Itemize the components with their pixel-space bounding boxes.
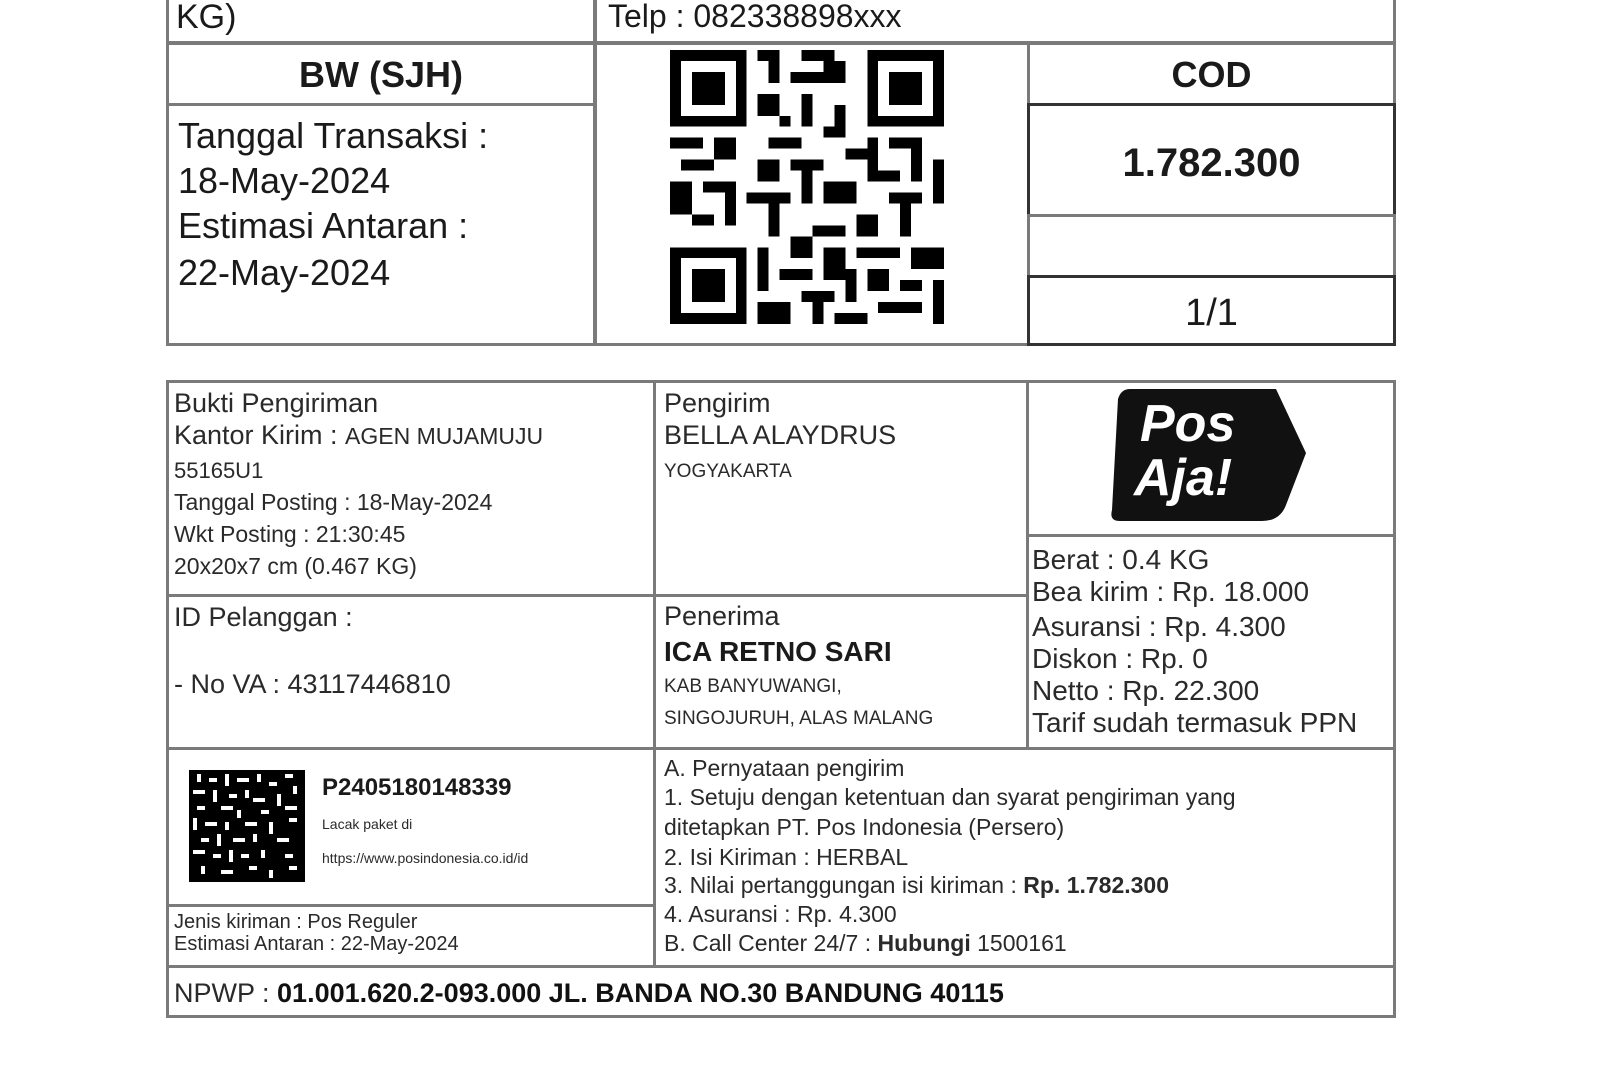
statement-b-label: B. Call Center 24/7 : (664, 930, 878, 956)
dimensions: 20x20x7 cm (0.467 KG) (174, 553, 417, 579)
jenis-kiriman: Jenis kiriman : Pos Reguler (174, 911, 418, 933)
customer-va: - No VA : 43117446810 (174, 669, 451, 699)
cod-amount: 1.782.300 (1122, 141, 1301, 185)
piece-count: 1/1 (1185, 292, 1238, 334)
logo-text-line1: Pos (1140, 395, 1236, 453)
tanggal-transaksi-label: Tanggal Transaksi : (178, 115, 489, 156)
sender-label: Pengirim (664, 388, 771, 418)
kantor-kirim-label: Kantor Kirim : (174, 420, 346, 450)
qr-code-icon (670, 50, 944, 324)
statement-line3 (664, 874, 1169, 897)
tariff-asuransi: Asuransi : Rp. 4.300 (1032, 611, 1286, 642)
npwp-label: NPWP : (174, 978, 278, 1008)
estimasi-antaran: 22-May-2024 (178, 252, 391, 293)
wkt-posting: Wkt Posting : 21:30:45 (174, 521, 406, 547)
tracking-url[interactable]: https://www.posindonesia.co.id/id (322, 850, 529, 866)
receiver-address1: KAB BANYUWANGI, (664, 676, 842, 697)
kantor-code: 55165U1 (174, 458, 264, 483)
npwp (174, 980, 1004, 1007)
payment-type: COD (1171, 54, 1252, 95)
sender-name: BELLA ALAYDRUS (664, 420, 897, 450)
statement-b-bold: Hubungi (877, 930, 971, 956)
kantor-kirim-value: AGEN MUJAMUJU (345, 423, 544, 449)
statement-b-number: 1500161 (970, 930, 1067, 956)
tanggal-posting: Tanggal Posting : 18-May-2024 (174, 489, 493, 515)
statement-line3-label: 3. Nilai pertanggungan isi kiriman : (664, 872, 1024, 898)
tracking-label: Lacak paket di (322, 816, 413, 832)
kantor-kirim (174, 422, 543, 449)
sender-city: YOGYAKARTA (664, 461, 792, 482)
shipment-title: Bukti Pengiriman (174, 388, 379, 418)
npwp-value: 01.001.620.2-093.000 JL. BANDA NO.30 BANDUNG 40115 (277, 978, 1004, 1008)
receiver-label: Penerima (664, 601, 780, 631)
tanggal-transaksi: 18-May-2024 (178, 160, 391, 201)
receiver-name: ICA RETNO SARI (664, 636, 892, 667)
tariff-note: Tarif sudah termasuk PPN (1032, 707, 1358, 738)
sender-telp: Telp : 082338898xxx (608, 0, 902, 34)
blank-cell (1027, 214, 1396, 278)
tariff-bea-kirim: Bea kirim : Rp. 18.000 (1032, 576, 1310, 607)
statement-b (664, 932, 1067, 955)
route-code: BW (SJH) (299, 54, 463, 95)
statement-line2: 2. Isi Kiriman : HERBAL (664, 844, 909, 870)
tracking-estimasi: Estimasi Antaran : 22-May-2024 (174, 933, 459, 955)
statement-line4: 4. Asuransi : Rp. 4.300 (664, 901, 897, 927)
statement-line3-value: Rp. 1.782.300 (1023, 872, 1170, 898)
estimasi-antaran-label: Estimasi Antaran : (178, 205, 469, 246)
receiver-address2: SINGOJURUH, ALAS MALANG (664, 708, 934, 729)
statement-line1: 1. Setuju dengan ketentuan dan syarat pengiriman yang (664, 784, 1236, 810)
tariff-netto: Netto : Rp. 22.300 (1032, 675, 1260, 706)
barcode-2d-icon (189, 770, 305, 882)
customer-id-label: ID Pelanggan : (174, 602, 353, 632)
tracking-number: P2405180148339 (322, 774, 512, 801)
tariff-berat: Berat : 0.4 KG (1032, 544, 1210, 575)
tariff-diskon: Diskon : Rp. 0 (1032, 643, 1208, 674)
weight-fragment: KG) (176, 0, 237, 36)
statement-a: A. Pernyataan pengirim (664, 755, 905, 781)
statement-line1b: ditetapkan PT. Pos Indonesia (Persero) (664, 814, 1065, 840)
logo-text-line2: Aja! (1134, 449, 1233, 507)
